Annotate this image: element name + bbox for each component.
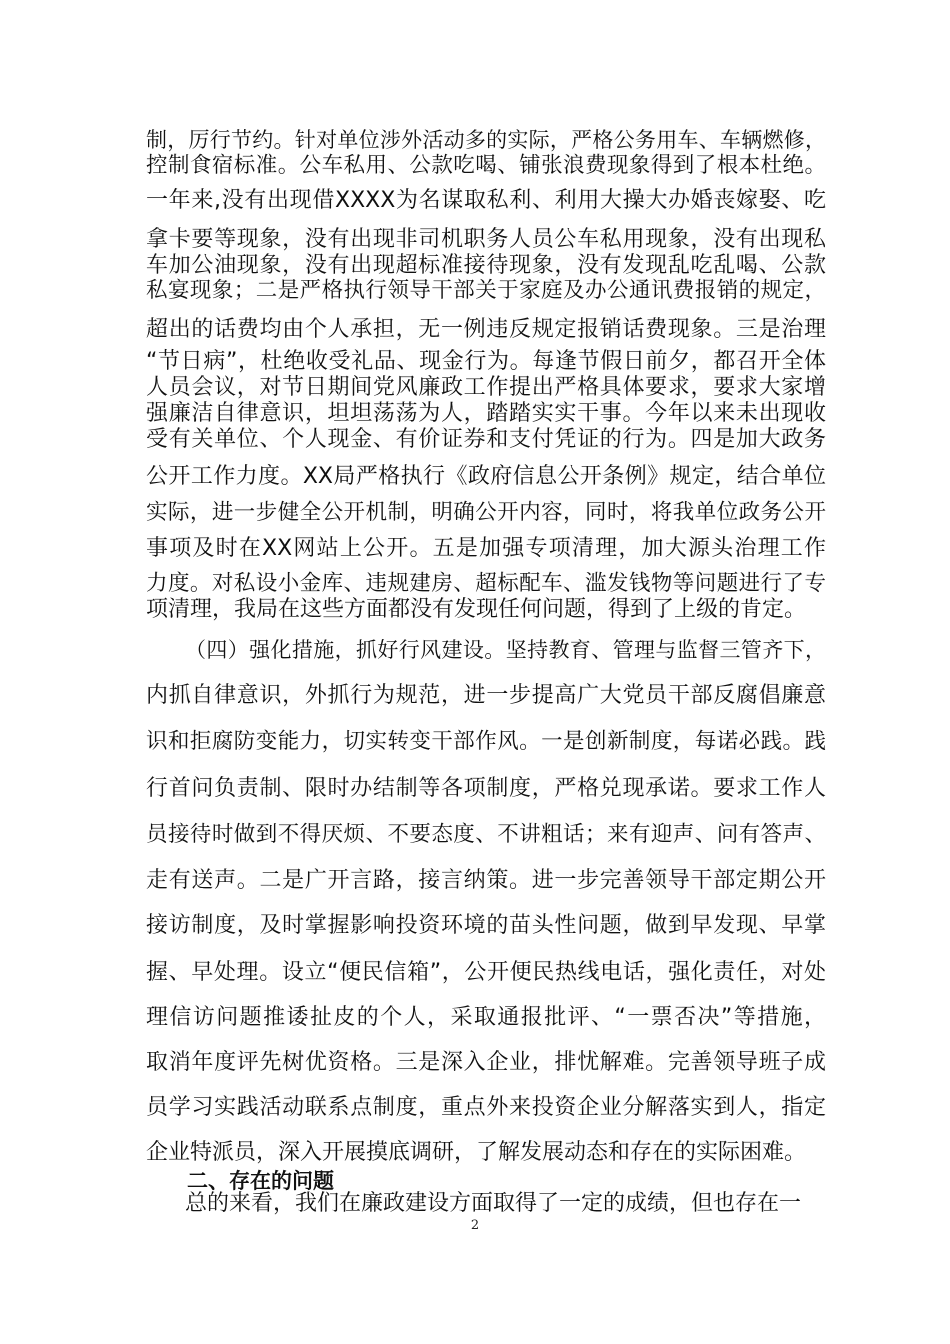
body-line: 理信访问题推诿扯皮的个人，采取通报批评、“一票否决”等措施， (146, 1005, 826, 1030)
body-line: 拿卡要等现象，没有出现非司机职务人员公车私用现象，没有出现私 (146, 227, 826, 252)
body-line: 实际，进一步健全公开机制，明确公开内容，同时，将我单位政务公开 (146, 500, 826, 525)
body-line: 行首问负责制、限时办结制等各项制度，严格兑现承诺。要求工作人 (146, 776, 826, 801)
body-line: 项清理，我局在这些方面都没有发现任何问题，得到了上级的肯定。 (146, 597, 807, 622)
body-line: 受有关单位、个人现金、有价证券和支付凭证的行为。四是加大政务 (146, 427, 826, 452)
body-line: 超出的话费均由个人承担，无一例违反规定报销话费现象。三是治理 (146, 317, 826, 342)
body-line: 私宴现象；二是严格执行领导干部关于家庭及办公通讯费报销的规定， (146, 278, 826, 303)
body-line: 企业特派员，深入开展摸底调研，了解发展动态和存在的实际困难。 (146, 1140, 807, 1165)
body-line: 识和拒腐防变能力，切实转变干部作风。一是创新制度，每诺必践。践 (146, 729, 826, 754)
body-line: 内抓自律意识，外抓行为规范，进一步提高广大党员干部反腐倡廉意 (146, 683, 826, 708)
body-line: 取消年度评先树优资格。三是深入企业，排忧解难。完善领导班子成 (146, 1050, 826, 1075)
body-line: 车加公油现象，没有出现超标准接待现象，没有发现乱吃乱喝、公款 (146, 253, 826, 278)
body-line: 一年来,没有出现借XXXX为名谋取私利、利用大操大办婚丧嫁娶、吃 (146, 188, 826, 213)
body-line: “节日病”，杜绝收受礼品、现金行为。每逢节假日前夕，都召开全体 (146, 349, 826, 374)
body-line: 事项及时在XX网站上公开。五是加强专项清理，加大源头治理工作 (146, 536, 826, 561)
body-line: 人员会议，对节日期间党风廉政工作提出严格具体要求，要求大家增 (146, 375, 826, 400)
section-heading: 二、存在的问题 (187, 1169, 334, 1193)
body-line: 力度。对私设小金库、违规建房、超标配车、滥发钱物等问题进行了专 (146, 571, 826, 596)
body-line: 员学习实践活动联系点制度，重点外来投资企业分解落实到人，指定 (146, 1095, 826, 1120)
body-line: 握、早处理。设立“便民信箱”，公开便民热线电话，强化责任，对处 (146, 960, 826, 985)
subsection-heading: （四）强化措施，抓好行风建设。坚持教育、管理与监督三管齐下， (185, 638, 826, 662)
body-line: 员接待时做到不得厌烦、不要态度、不讲粗话；来有迎声、问有答声、 (146, 822, 826, 847)
page-number: 2 (470, 1218, 480, 1233)
body-line: 走有送声。二是广开言路，接言纳策。进一步完善领导干部定期公开 (146, 868, 826, 893)
body-line: 总的来看，我们在廉政建设方面取得了一定的成绩，但也存在一 (185, 1191, 802, 1216)
body-line: 接访制度，及时掌握影响投资环境的苗头性问题，做到早发现、早掌 (146, 913, 826, 938)
body-line: 制，厉行节约。针对单位涉外活动多的实际，严格公务用车、车辆燃修， (146, 128, 826, 152)
body-line: 控制食宿标准。公车私用、公款吃喝、铺张浪费现象得到了根本杜绝。 (146, 153, 826, 178)
body-line: 强廉洁自律意识，坦坦荡荡为人，踏踏实实干事。今年以来未出现收 (146, 401, 826, 426)
body-line: 公开工作力度。XX局严格执行《政府信息公开条例》规定，结合单位 (146, 464, 826, 489)
